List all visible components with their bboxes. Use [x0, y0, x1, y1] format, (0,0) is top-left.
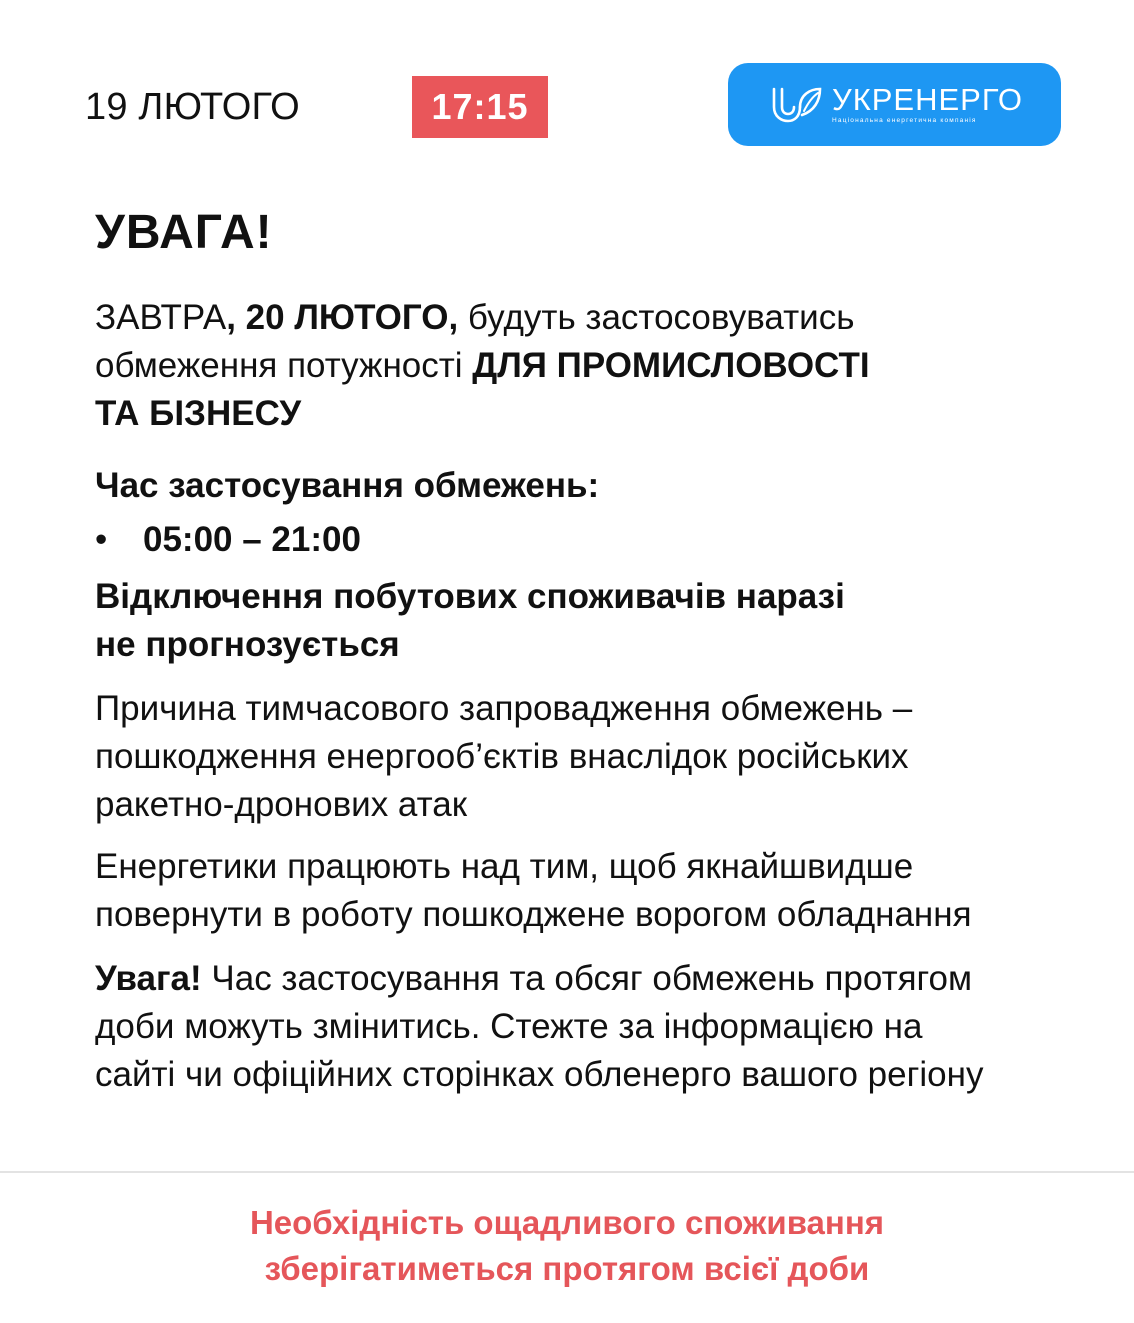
bullet-marker: • — [95, 520, 108, 559]
time-bullet — [95, 516, 361, 564]
reason-paragraph — [95, 685, 912, 829]
intro-part-3: будуть застосовуватись — [458, 298, 855, 337]
divider — [0, 1171, 1134, 1173]
ukrenergo-logo — [728, 63, 1061, 146]
intro-paragraph — [95, 294, 870, 438]
workers-line-2: повернути в роботу пошкоджене ворогом обладнання — [95, 895, 972, 934]
intro-line-1 — [95, 294, 870, 342]
workers-line-1: Енергетики працюють над тим, щоб якнайшвидше — [95, 847, 914, 886]
date-label: 19 ЛЮТОГО — [85, 86, 300, 128]
time-range: 05:00 – 21:00 — [143, 520, 361, 559]
time-title: Час застосування обмежень: — [95, 466, 600, 505]
intro-part-2: , 20 ЛЮТОГО, — [226, 298, 459, 337]
logo-subtitle: Національна енергетична компанія — [832, 117, 977, 124]
workers-paragraph — [95, 843, 972, 939]
warning-line-2: доби можуть змінитись. Стежте за інформацією на — [95, 1007, 923, 1046]
time-badge: 17:15 — [412, 76, 548, 138]
intro-part-1: ЗАВТРА — [95, 298, 227, 337]
household-notice — [95, 573, 845, 669]
reason-line-1: Причина тимчасового запровадження обмежень – — [95, 689, 913, 728]
household-line-1: Відключення побутових споживачів наразі — [95, 577, 845, 616]
intro-line-3 — [95, 390, 870, 438]
footer-line-2: зберігатиметься протягом всієї доби — [264, 1250, 870, 1287]
household-line-2: не прогнозується — [95, 625, 400, 664]
intro-part-5: ДЛЯ ПРОМИСЛОВОСТІ — [472, 346, 870, 385]
intro-part-4: обмеження потужності — [95, 346, 473, 385]
intro-part-6: ТА БІЗНЕСУ — [95, 394, 302, 433]
warning-line-1 — [95, 955, 983, 1003]
warning-line-3: сайті чи офіційних сторінках обленерго вашого регіону — [95, 1055, 984, 1094]
page-title: УВАГА! — [95, 206, 273, 259]
intro-line-2 — [95, 342, 870, 390]
footer-notice — [0, 1200, 1134, 1292]
warning-text-1: Час застосування та обсяг обмежень протягом — [201, 959, 973, 998]
reason-line-3: ракетно-дронових атак — [95, 785, 468, 824]
reason-line-2: пошкодження енергооб’єктів внаслідок російських — [95, 737, 909, 776]
footer-line-1: Необхідність ощадливого споживання — [249, 1204, 885, 1241]
ukrenergo-logo-icon — [770, 85, 824, 125]
logo-name: УКРЕНЕРГО — [832, 82, 1024, 117]
warning-label: Увага! — [95, 959, 202, 998]
warning-paragraph — [95, 955, 983, 1099]
